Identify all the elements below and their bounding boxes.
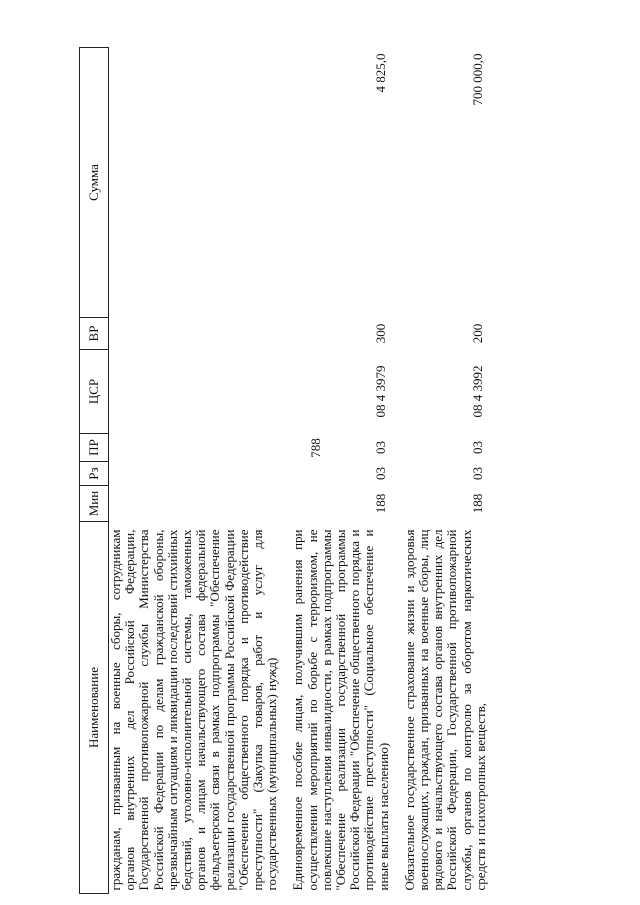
row-name-cell	[109, 522, 280, 894]
row-vr-cell: 300	[372, 323, 388, 344]
table-row	[109, 48, 280, 894]
table-row	[291, 48, 390, 894]
row-name-text: Обязательное государственное страхование жизни и здоровья военнослужащих, граждан, призванных на военные сборы, лиц рядового и начальствующего состава органов внутренних дел Российской Федерации, Государственной противопожарной службы, органов по контролю за оборотом наркотических средств и психотропных веществ,	[401, 529, 488, 891]
column-header-rz: Рз	[80, 462, 109, 486]
row-csr-cell: 08 4 3979	[372, 365, 388, 418]
row-vr-cell: 200	[470, 323, 486, 344]
budget-table	[79, 48, 609, 894]
row-name-text: гражданам, призванным на военные сборы, сотрудникам органов внутренних дел Российской Федерации, Государственной противопожарной службы Министерства Российской Федерации по делам гражданской обороны, чрезвычайным ситуациям и ликвидации последствий стихийных бедствий, уголовно-исполнительной системы, таможенных органов и лицам начальствующего состава федеральной фельдъегерской связи в рамках подпрограммы "Обеспечение реализации государственной программы Российской Федерации "Обеспечение общественного порядка и противодействие преступности" (Закупка товаров, работ и услуг для государственных (муниципальных) нужд)	[108, 529, 280, 891]
table-row	[403, 48, 488, 894]
row-sum-cell: 700 000,0	[470, 53, 486, 106]
row-pr-cell: 03	[372, 441, 388, 454]
row-rz-cell	[109, 462, 280, 486]
column-header-vr: ВР	[80, 318, 109, 350]
page-number: 788	[307, 438, 323, 458]
column-header-sum: Сумма	[80, 48, 109, 318]
column-header-csr: ЦСР	[80, 350, 109, 434]
row-sum-cell: 4 825,0	[372, 53, 388, 93]
row-name-cell	[403, 522, 488, 894]
row-min-cell: 188	[372, 493, 388, 514]
budget-table-wrapper	[79, 48, 609, 894]
row-pr-cell: 03	[470, 441, 486, 454]
column-header-name: Наименование	[80, 522, 109, 894]
row-sum-cell	[109, 48, 280, 318]
row-rz-cell: 03	[470, 467, 486, 480]
row-csr-cell	[109, 350, 280, 434]
table-header-row	[80, 48, 109, 894]
row-name-cell	[291, 522, 390, 894]
row-min-cell	[109, 486, 280, 522]
column-header-pr: ПР	[80, 434, 109, 462]
row-min-cell: 188	[470, 493, 486, 514]
row-vr-cell	[109, 318, 280, 350]
row-pr-cell	[109, 434, 280, 462]
column-header-min: Мин	[80, 486, 109, 522]
row-rz-cell: 03	[372, 467, 388, 480]
row-csr-cell: 08 4 3992	[470, 365, 486, 418]
row-name-text: Единовременное пособие лицам, получившим ранения при осуществлении мероприятий по борьбе с терроризмом, не повлекшие наступления инвалидности, в рамках подпрограммы "Обеспечение реализации государственной программы Российской Федерации "Обеспечение общественного порядка и противодействие преступности" (Социальное обеспечение и иные выплаты населению)	[290, 529, 391, 891]
